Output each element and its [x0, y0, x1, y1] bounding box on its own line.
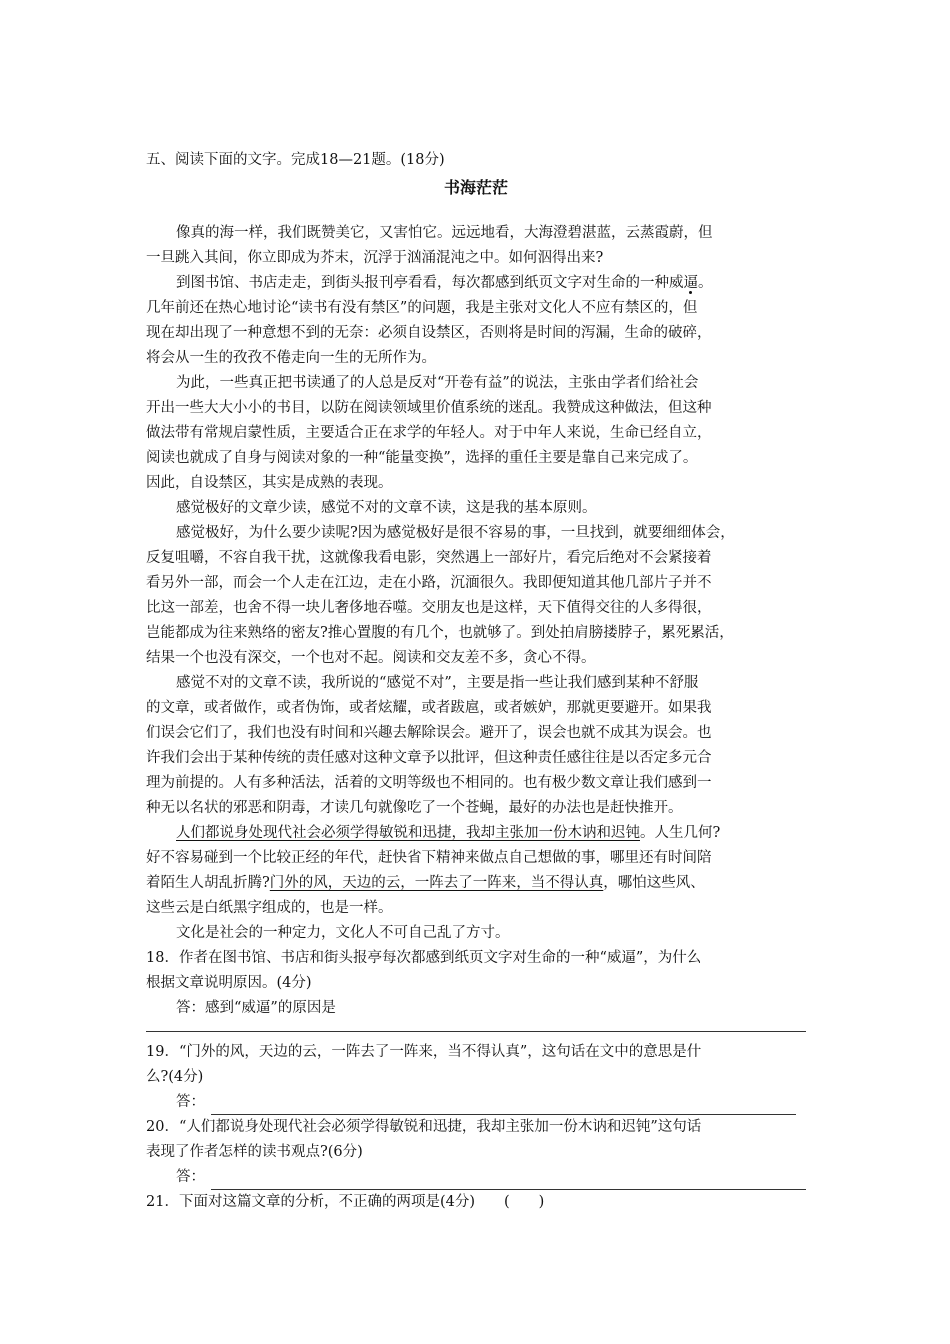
question-text: 表现了作者怎样的读书观点?(6分): [146, 1144, 363, 1160]
text-span: 。: [698, 275, 713, 291]
text-span: 着陌生人胡乱折腾?: [146, 875, 270, 891]
text-line: 为此，一些真正把书读通了的人总是反对“开卷有益”的说法，主张由学者们给社会: [176, 375, 699, 391]
question-text: 19．“门外的风，天边的云，一阵去了一阵来，当不得认真”，这句话在文中的意思是什: [146, 1044, 702, 1060]
article-title: 书海茫茫: [443, 178, 508, 197]
text-line: 种无以名状的邪恶和阴毒，才读几句就像吃了一个苍蝇，最好的办法也是赶快推开。: [146, 800, 683, 816]
text-line: 开出一些大大小小的书目，以防在阅读领域里价值系统的迷乱。我赞成这种做法，但这种: [146, 400, 712, 416]
text-line: 一旦跳入其间，你立即成为芥末，沉浮于汹涌混沌之中。如何泅得出来?: [146, 250, 604, 266]
text-span: 到图书馆、书店走走，到街头报刊亭看看，每次都感到纸页文字对生命的一种威: [176, 275, 684, 291]
answer-line[interactable]: [146, 1031, 806, 1032]
text-line: 结果一个也没有深交，一个也对不起。阅读和交友差不多，贪心不得。: [146, 650, 596, 666]
emphasis-mark: 逼: [683, 275, 698, 291]
text-line: 岂能都成为往来熟络的密友?推心置腹的有几个，也就够了。到处拍肩膀搂脖子，累死累活，: [146, 625, 734, 641]
text-span: ，哪怕这些风、: [603, 875, 705, 891]
text-line: 看另外一部，而会一个人走在江边，走在小路，沉湎很久。我即便知道其他几部片子并不: [146, 575, 712, 591]
paragraph-8: 文化是社会的一种定力，文化人不可自己乱了方寸。: [176, 925, 510, 941]
paragraph-7: [146, 821, 806, 921]
paragraph-1: [146, 221, 806, 271]
question-text: 20．“人们都说身处现代社会必须学得敏锐和迅捷，我却主张加一份木讷和迟钝”这句话: [146, 1119, 702, 1135]
question-20: [146, 1115, 806, 1190]
text-span: 。人生几何?: [640, 825, 721, 841]
text-line: [146, 271, 806, 296]
text-line: 好不容易碰到一个比较正经的年代，赶快省下精神来做点自己想做的事，哪里还有时间陪: [146, 850, 712, 866]
text-line: 几年前还在热心地讨论“读书有没有禁区”的问题，我是主张对文化人不应有禁区的，但: [146, 300, 698, 316]
underlined-sentence: 门外的风，天边的云，一阵去了一阵来，当不得认真: [269, 875, 604, 891]
text-line: 这些云是白纸黑字组成的，也是一样。: [146, 900, 393, 916]
underlined-sentence: 人们都说身处现代社会必须学得敏锐和迅捷，我却主张加一份木讷和迟钝: [176, 825, 640, 841]
question-text: 么?(4分): [146, 1069, 204, 1085]
paragraph-3: [146, 371, 806, 496]
text-line: 许我们会出于某种传统的责任感对这种文章予以批评，但这种责任感往往是以否定多元合: [146, 750, 712, 766]
answer-line[interactable]: [211, 1096, 796, 1115]
text-line: 理为前提的。人有多种活法，活着的文明等级也不相同的。也有极少数文章让我们感到一: [146, 775, 712, 791]
text-line: 将会从一生的孜孜不倦走向一生的无所作为。: [146, 350, 436, 366]
text-line: [146, 821, 806, 846]
text-line: 现在却出现了一种意想不到的无奈：必须自设禁区，否则将是时间的泻漏，生命的破碎，: [146, 325, 712, 341]
question-19: [146, 1040, 806, 1115]
answer-prompt: 答：感到“威逼”的原因是: [176, 1000, 336, 1016]
text-line: 们误会它们了，我们也没有时间和兴趣去解除误会。避开了，误会也就不成其为误会。也: [146, 725, 712, 741]
section-header: 五、阅读下面的文字。完成18—21题。(18分): [146, 152, 445, 168]
answer-line[interactable]: [211, 1171, 806, 1190]
text-line: 反复咀嚼，不容自我干扰，这就像我看电影，突然遇上一部好片，看完后绝对不会紧接着: [146, 550, 712, 566]
text-line: 做法带有常规启蒙性质，主要适合正在求学的年轻人。对于中年人来说，生命已经自立，: [146, 425, 712, 441]
question-18: [146, 946, 806, 1032]
text-line: 比这一部差，也舍不得一块儿奢侈地吞噬。交朋友也是这样，天下值得交往的人多得很，: [146, 600, 712, 616]
paragraph-2: [146, 271, 806, 371]
paragraph-5: [146, 521, 806, 671]
answer-prompt: 答：: [176, 1169, 205, 1185]
text-line: 像真的海一样，我们既赞美它，又害怕它。远远地看，大海澄碧湛蓝，云蒸霞蔚，但: [176, 225, 713, 241]
answer-row: [146, 1165, 806, 1190]
paragraph-6: [146, 671, 806, 821]
exam-page: [146, 148, 806, 1215]
answer-prompt: 答：: [176, 1094, 205, 1110]
question-text: 根据文章说明原因。(4分): [146, 975, 312, 991]
text-line: 感觉不对的文章不读，我所说的“感觉不对”，主要是指一些让我们感到某种不舒服: [176, 675, 699, 691]
text-line: 的文章，或者做作，或者伪饰，或者炫耀，或者跋扈，或者嫉妒，那就更要避开。如果我: [146, 700, 712, 716]
text-line: 阅读也就成了自身与阅读对象的一种“能量变换”，选择的重任主要是靠自己来完成了。: [146, 450, 698, 466]
text-line: 因此，自设禁区，其实是成熟的表现。: [146, 475, 393, 491]
text-line: 感觉极好，为什么要少读呢?因为感觉极好是很不容易的事，一旦找到，就要细细体会，: [176, 525, 735, 541]
text-line: [146, 871, 806, 896]
answer-row: [146, 1090, 806, 1115]
question-21: 21．下面对这篇文章的分析，不正确的两项是(4分) ( ): [146, 1194, 545, 1210]
paragraph-4: 感觉极好的文章少读，感觉不对的文章不读，这是我的基本原则。: [176, 500, 597, 516]
question-text: 18．作者在图书馆、书店和街头报亭每次都感到纸页文字对生命的一种“威逼”，为什么: [146, 950, 702, 966]
